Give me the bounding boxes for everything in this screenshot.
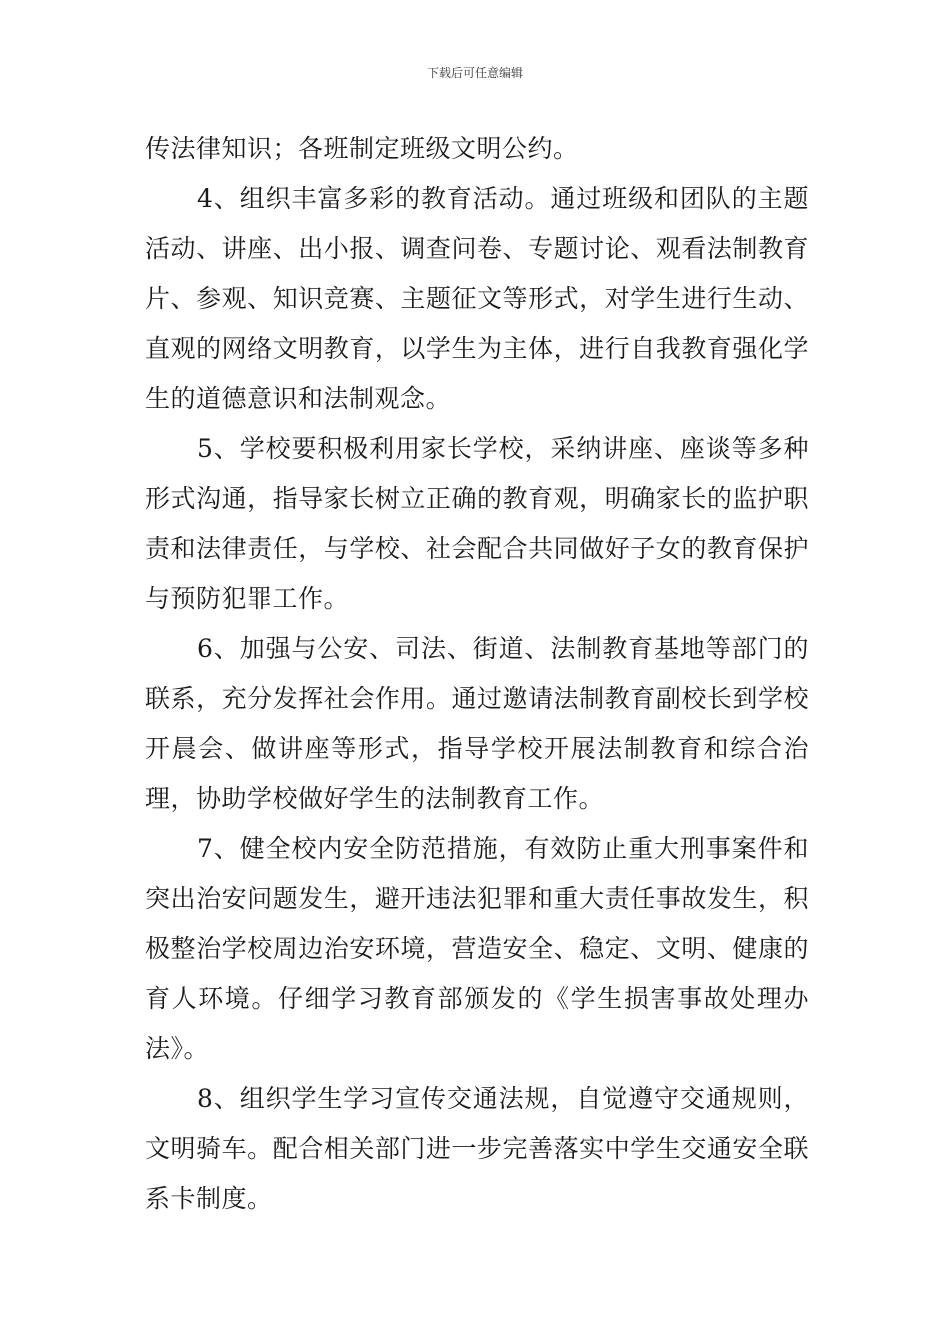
document-body [145, 124, 809, 1224]
paragraph-item-6: 6、加强与公安、司法、街道、法制教育基地等部门的联系，充分发挥社会作用。通过邀请法制教育副校长到学校开晨会、做讲座等形式，指导学校开展法制教育和综合治理，协助学校做好学生的法制教育工作。 [145, 634, 809, 813]
paragraph-item-7: 7、健全校内安全防范措施，有效防止重大刑事案件和突出治安问题发生，避开违法犯罪和重大责任事故发生，积极整治学校周边治安环境，营造安全、稳定、文明、健康的育人环境。仔细学习教育部颁发的《学生损害事故处理办法》。 [145, 834, 809, 1063]
page-header-note: 下载后可任意编辑 [426, 66, 523, 80]
paragraph-item-5: 5、学校要积极利用家长学校，采纳讲座、座谈等多种形式沟通，指导家长树立正确的教育观，明确家长的监护职责和法律责任，与学校、社会配合共同做好子女的教育保护与预防犯罪工作。 [145, 434, 809, 613]
paragraph-item-8: 8、组织学生学习宣传交通法规，自觉遵守交通规则，文明骑车。配合相关部门进一步完善落实中学生交通安全联系卡制度。 [145, 1084, 809, 1213]
paragraph-continuation: 传法律知识；各班制定班级文明公约。 [145, 134, 579, 163]
paragraph-item-4: 4、组织丰富多彩的教育活动。通过班级和团队的主题活动、讲座、出小报、调查问卷、专题讨论、观看法制教育片、参观、知识竞赛、主题征文等形式，对学生进行生动、直观的网络文明教育，以学生为主体，进行自我教育强化学生的道德意识和法制观念。 [145, 184, 809, 413]
